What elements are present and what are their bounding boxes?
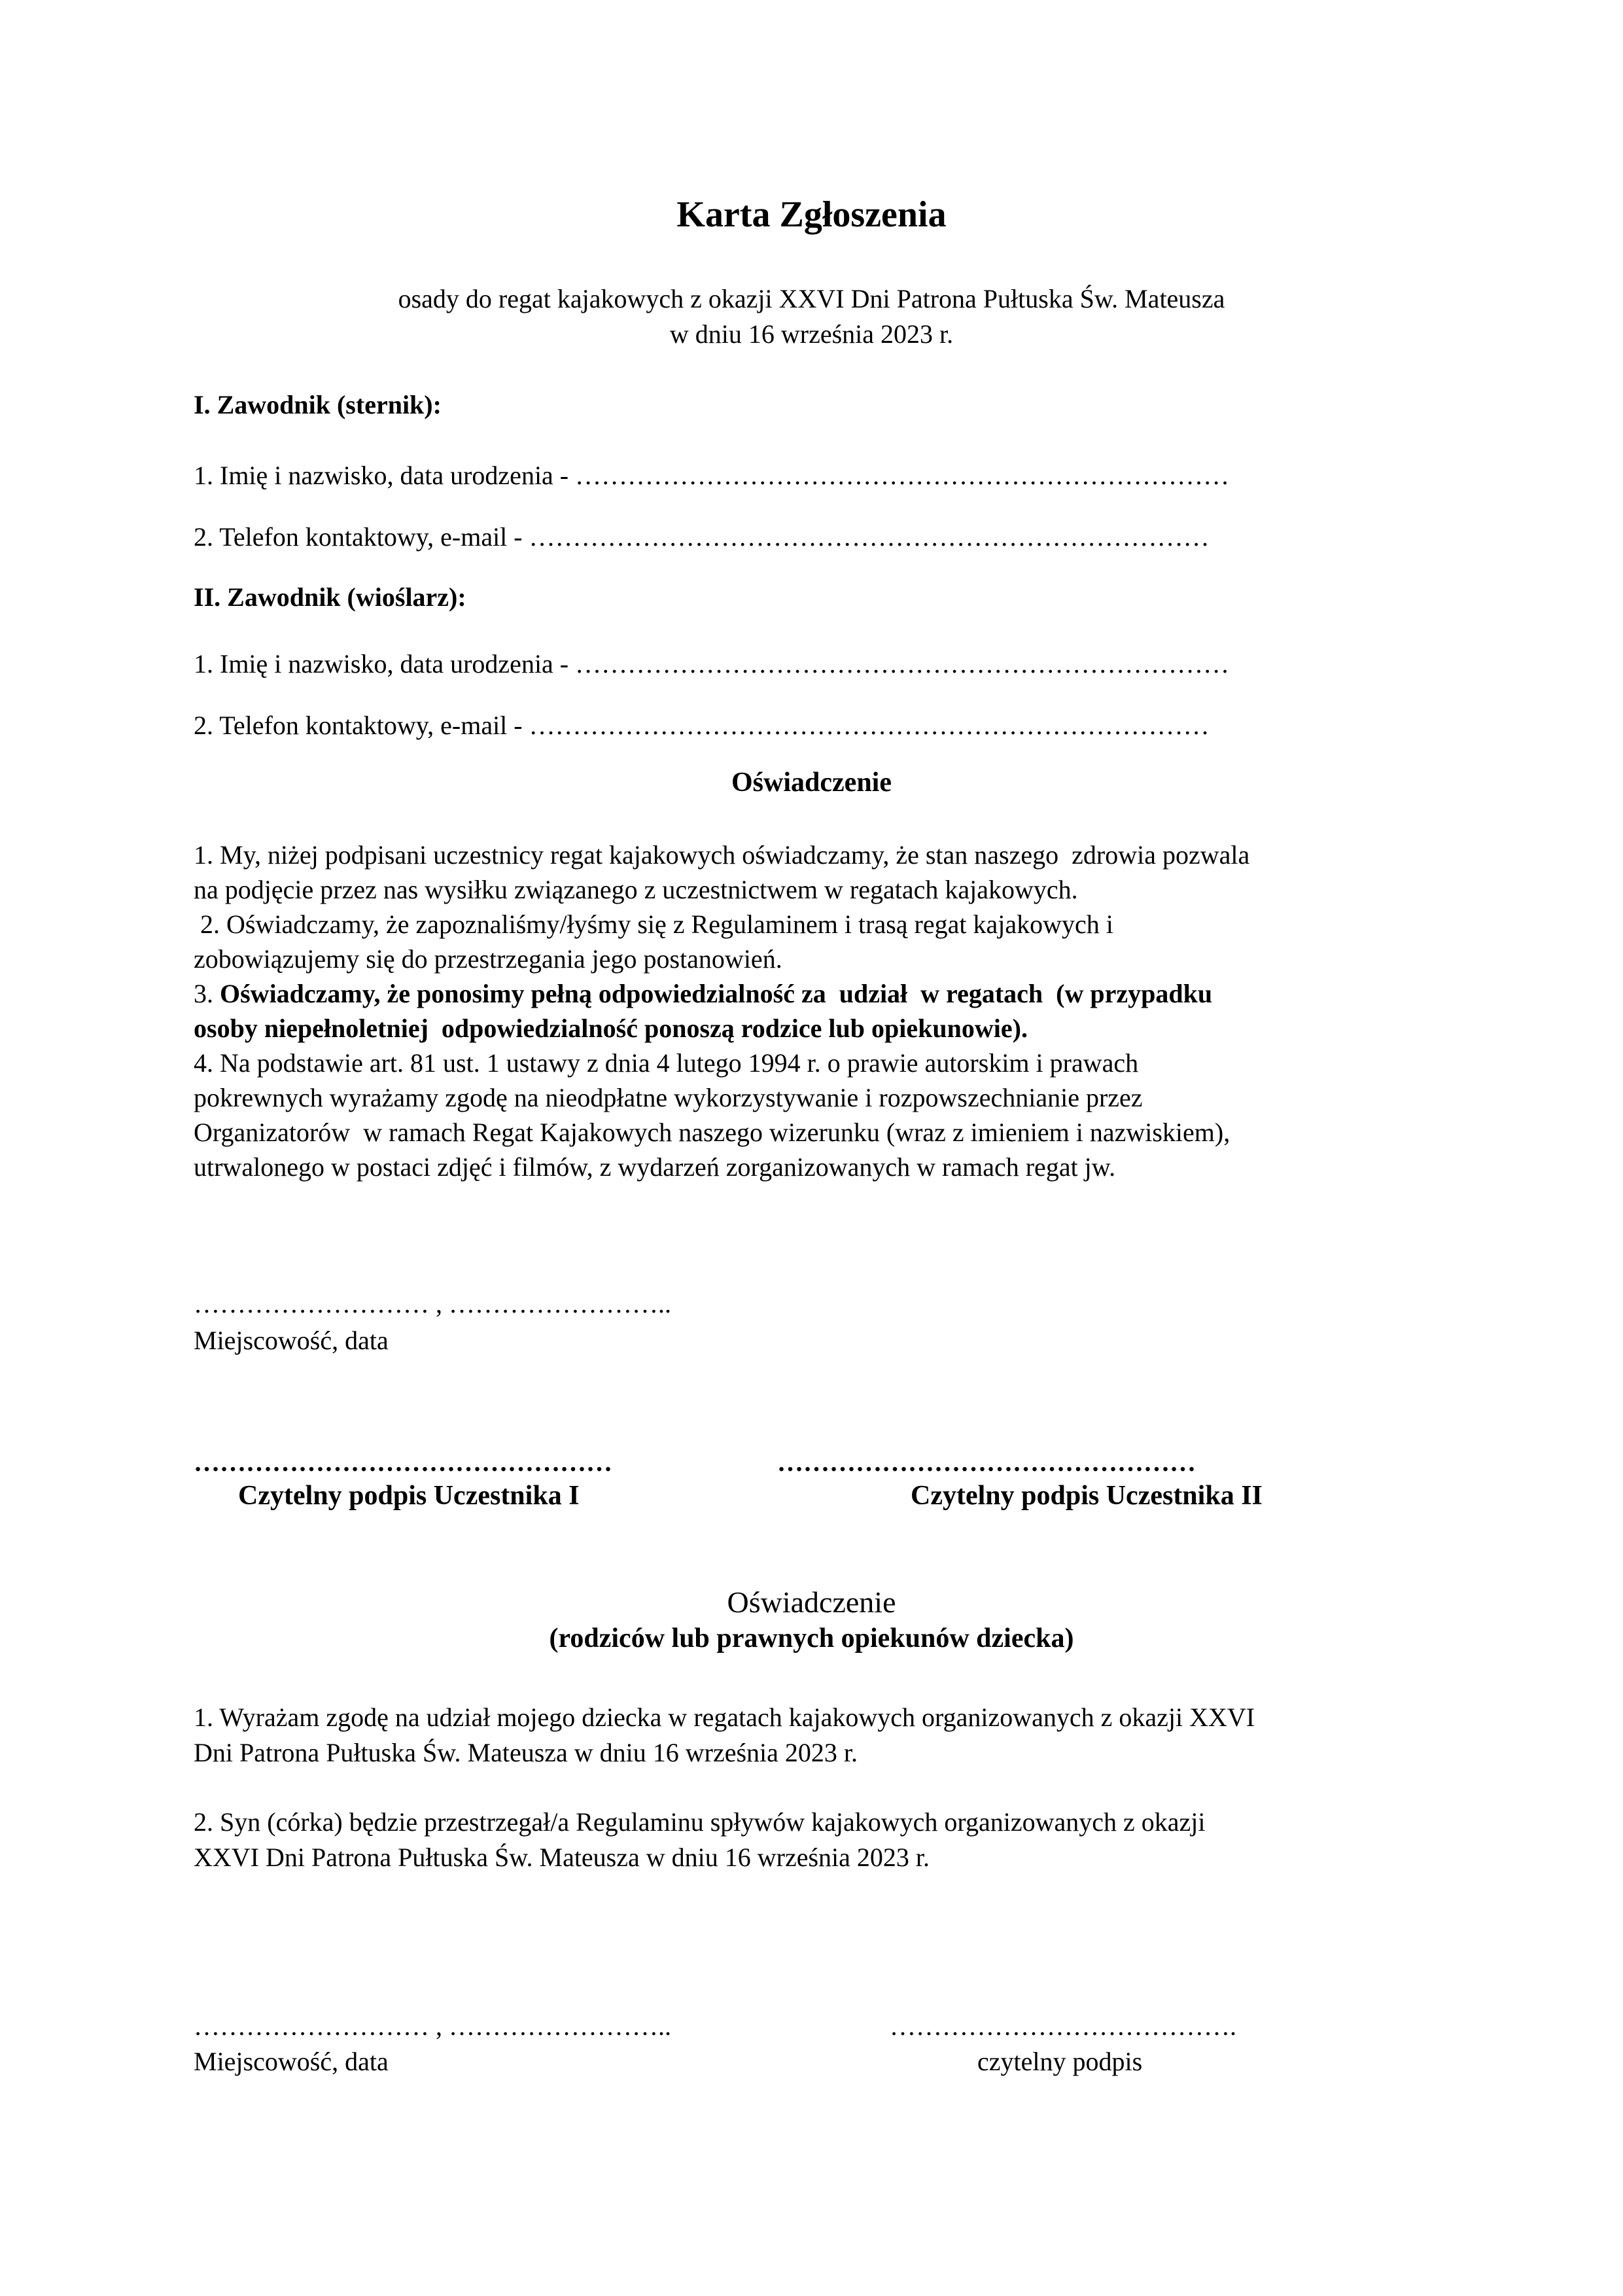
declaration-text [194, 838, 1437, 1184]
declaration-line: utrwalonego w postaci zdjęć i filmów, z wydarzeń zorganizowanych w ramach regat jw. [194, 1152, 1116, 1182]
page-title: Karta Zgłoszenia [676, 194, 947, 235]
competitor-1-contact-field[interactable]: 2. Telefon kontaktowy, e-mail - …………………………………………………………………… [194, 522, 1210, 552]
page-subtitle-line-1: osady do regat kajakowych z okazji XXVI Dni Patrona Pułtuska Św. Mateusza [398, 284, 1225, 313]
declaration-line: na podjęcie przez nas wysiłku związanego z uczestnictwem w regatach kajakowych. [194, 875, 1078, 904]
signature-2-line[interactable]: ………………………………………… [777, 1447, 1196, 1477]
footer-signature-dots[interactable]: …………………………………. [890, 2011, 1236, 2041]
declaration-line: 1. My, niżej podpisani uczestnicy regat kajakowych oświadczamy, że stan naszego zdrowia pozwala [194, 840, 1250, 870]
parent-declaration-heading: Oświadczenie [727, 1585, 896, 1619]
declaration-line: osoby niepełnoletniej odpowiedzialność ponoszą rodzice lub opiekunowie). [194, 1014, 1028, 1043]
declaration-line: pokrewnych wyrażamy zgodę na nieodpłatne wykorzystywanie i rozpowszechnianie przez [194, 1083, 1143, 1112]
declaration-line: zobowiązujemy się do przestrzegania jego postanowień. [194, 944, 782, 974]
signature-2-label: Czytelny podpis Uczestnika II [911, 1481, 1263, 1511]
declaration-line: Organizatorów w ramach Regat Kajakowych naszego wizerunku (wraz z imieniem i nazwiskiem), [194, 1118, 1230, 1147]
competitor-1-name-field[interactable]: 1. Imię i nazwisko, data urodzenia - ………………………………………………………………… [194, 461, 1230, 490]
footer-signature-label: czytelny podpis [977, 2047, 1143, 2076]
parent-item-1-line-1: 1. Wyrażam zgodę na udział mojego dziecka w regatach kajakowych organizowanych z okazji XXVI [194, 1703, 1255, 1732]
place-date-dots[interactable]: ……………………… , …………………….. [194, 1289, 671, 1318]
footer-place-date-dots[interactable]: ……………………… , …………………….. [194, 2011, 671, 2041]
signature-1-label: Czytelny podpis Uczestnika I [238, 1481, 580, 1511]
declaration-bold-text: Oświadczamy, że ponosimy pełną odpowiedzialność za udział w regatach (w przypadku [220, 979, 1213, 1008]
competitor-2-heading: II. Zawodnik (wioślarz): [194, 582, 466, 612]
signature-1-line[interactable]: ………………………………………… [194, 1447, 612, 1477]
competitor-1-heading: I. Zawodnik (sternik): [194, 390, 442, 419]
declaration-item-number: 3. [194, 979, 220, 1008]
parent-declaration-subheading: (rodziców lub prawnych opiekunów dziecka) [549, 1623, 1074, 1653]
declaration-heading: Oświadczenie [731, 768, 892, 798]
competitor-2-name-field[interactable]: 1. Imię i nazwisko, data urodzenia - ………………………………………………………………… [194, 649, 1230, 679]
declaration-line: 2. Oświadczamy, że zapoznaliśmy/łyśmy się z Regulaminem i trasą regat kajakowych i [194, 910, 1113, 939]
parent-item-2-line-1: 2. Syn (córka) będzie przestrzegał/a Regulaminu spływów kajakowych organizowanych z okazji [194, 1807, 1206, 1837]
parent-item-1-line-2: Dni Patrona Pułtuska Św. Mateusza w dniu 16 września 2023 r. [194, 1738, 858, 1767]
parent-item-2-line-2: XXVI Dni Patrona Pułtuska Św. Mateusza w dniu 16 września 2023 r. [194, 1843, 930, 1872]
footer-place-date-label: Miejscowość, data [194, 2047, 389, 2076]
place-date-label: Miejscowość, data [194, 1326, 389, 1355]
page-subtitle-line-2: w dniu 16 września 2023 r. [669, 319, 954, 349]
declaration-line-3 [194, 976, 1437, 1011]
declaration-line: 4. Na podstawie art. 81 ust. 1 ustawy z dnia 4 lutego 1994 r. o prawie autorskim i prawach [194, 1048, 1139, 1078]
competitor-2-contact-field[interactable]: 2. Telefon kontaktowy, e-mail - …………………………………………………………………… [194, 711, 1210, 740]
